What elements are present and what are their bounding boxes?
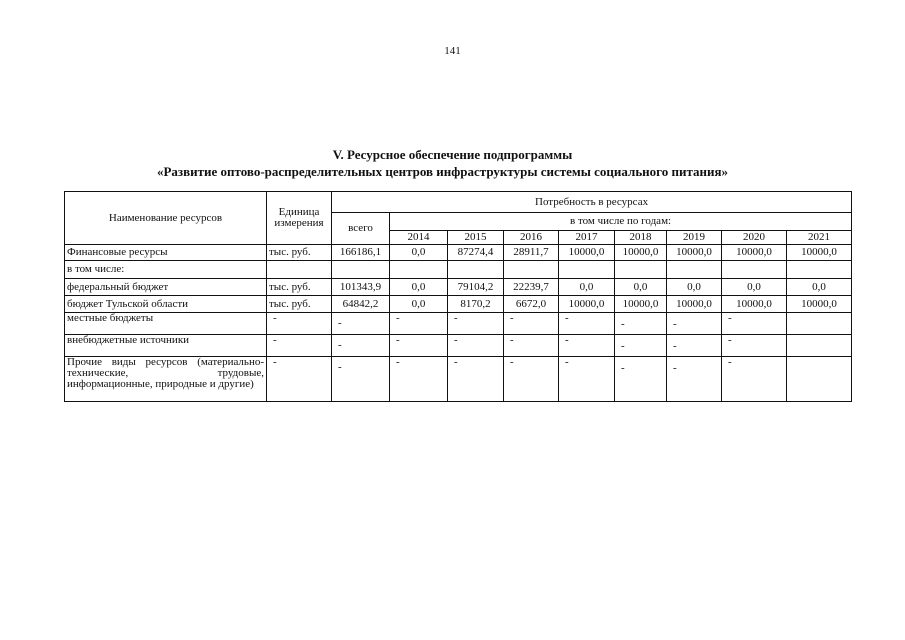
year-value-cell-2017: 0,0 xyxy=(559,279,615,296)
header-year-2017: 2017 xyxy=(559,231,615,245)
resource-name-cell: бюджет Тульской области xyxy=(65,296,267,313)
year-value-cell-2014: - xyxy=(390,335,448,357)
year-value-cell-2015: 79104,2 xyxy=(448,279,504,296)
year-value-cell-2017: - xyxy=(559,357,615,402)
table-row xyxy=(65,335,852,357)
year-value-cell-2017: - xyxy=(559,313,615,335)
year-value-cell-2019: - xyxy=(667,313,722,335)
year-value-cell-2019: 10000,0 xyxy=(667,245,722,261)
year-value-cell-2018: - xyxy=(615,357,667,402)
year-value-cell-2014: 0,0 xyxy=(390,296,448,313)
year-value-cell-2018: - xyxy=(615,335,667,357)
year-value-cell-2020: 0,0 xyxy=(722,279,787,296)
year-value-cell-2016 xyxy=(504,261,559,279)
year-value-cell-2016: 22239,7 xyxy=(504,279,559,296)
year-value-cell-2021: 0,0 xyxy=(787,279,852,296)
year-value-cell-2015: - xyxy=(448,357,504,402)
year-value-cell-2018: 10000,0 xyxy=(615,245,667,261)
year-value-cell-2015: 87274,4 xyxy=(448,245,504,261)
year-value-cell-2020: - xyxy=(722,357,787,402)
page-number: 141 xyxy=(444,45,461,57)
year-value-cell-2016: - xyxy=(504,313,559,335)
resource-name-cell: местные бюджеты xyxy=(65,313,267,335)
header-year-2019: 2019 xyxy=(667,231,722,245)
table-row xyxy=(65,261,852,279)
resource-name-cell: в том числе: xyxy=(65,261,267,279)
header-unit: Единица измерения xyxy=(267,192,332,245)
total-cell: - xyxy=(332,357,390,402)
year-value-cell-2021 xyxy=(787,357,852,402)
table-row xyxy=(65,279,852,296)
year-value-cell-2020: - xyxy=(722,335,787,357)
year-value-cell-2020: - xyxy=(722,313,787,335)
year-value-cell-2018: - xyxy=(615,313,667,335)
year-value-cell-2014: 0,0 xyxy=(390,279,448,296)
year-value-cell-2021: 10000,0 xyxy=(787,245,852,261)
header-year-2015: 2015 xyxy=(448,231,504,245)
year-value-cell-2018: 0,0 xyxy=(615,279,667,296)
table-row xyxy=(65,357,852,402)
resource-name-cell: внебюджетные источники xyxy=(65,335,267,357)
year-value-cell-2016: - xyxy=(504,357,559,402)
year-value-cell-2018 xyxy=(615,261,667,279)
year-value-cell-2017: - xyxy=(559,335,615,357)
unit-cell: - xyxy=(267,335,332,357)
year-value-cell-2016: 6672,0 xyxy=(504,296,559,313)
total-cell: 166186,1 xyxy=(332,245,390,261)
resource-name-cell: федеральный бюджет xyxy=(65,279,267,296)
total-cell: - xyxy=(332,335,390,357)
header-resource-need: Потребность в ресурсах xyxy=(332,192,852,213)
unit-cell: - xyxy=(267,357,332,402)
year-value-cell-2019: 10000,0 xyxy=(667,296,722,313)
header-year-2020: 2020 xyxy=(722,231,787,245)
year-value-cell-2014: - xyxy=(390,313,448,335)
header-year-2018: 2018 xyxy=(615,231,667,245)
header-resource-name: Наименование ресурсов xyxy=(65,192,267,245)
total-cell: 101343,9 xyxy=(332,279,390,296)
year-value-cell-2014: 0,0 xyxy=(390,245,448,261)
year-value-cell-2017 xyxy=(559,261,615,279)
year-value-cell-2015: 8170,2 xyxy=(448,296,504,313)
unit-cell: - xyxy=(267,313,332,335)
resource-name-cell: Финансовые ресурсы xyxy=(65,245,267,261)
year-value-cell-2021: 10000,0 xyxy=(787,296,852,313)
header-row-1 xyxy=(65,192,852,213)
unit-cell xyxy=(267,261,332,279)
year-value-cell-2021 xyxy=(787,335,852,357)
header-year-2016: 2016 xyxy=(504,231,559,245)
subprogram-title: «Развитие оптово-распределительных центров инфраструктуры системы социального питания» xyxy=(156,164,729,179)
table-row xyxy=(65,296,852,313)
year-value-cell-2021 xyxy=(787,313,852,335)
year-value-cell-2014 xyxy=(390,261,448,279)
year-value-cell-2017: 10000,0 xyxy=(559,245,615,261)
year-value-cell-2019: - xyxy=(667,335,722,357)
year-value-cell-2015: - xyxy=(448,335,504,357)
year-value-cell-2019: - xyxy=(667,357,722,402)
total-cell xyxy=(332,261,390,279)
year-value-cell-2018: 10000,0 xyxy=(615,296,667,313)
header-year-2014: 2014 xyxy=(390,231,448,245)
unit-cell: тыс. руб. xyxy=(267,245,332,261)
table-row xyxy=(65,313,852,335)
resource-name-cell: Прочие виды ресурсов (материально-технические, трудовые, информационные, природные и другие) xyxy=(65,357,267,402)
header-by-years: в том числе по годам: xyxy=(390,213,852,231)
year-value-cell-2017: 10000,0 xyxy=(559,296,615,313)
year-value-cell-2016: - xyxy=(504,335,559,357)
year-value-cell-2019: 0,0 xyxy=(667,279,722,296)
unit-cell: тыс. руб. xyxy=(267,296,332,313)
year-value-cell-2015: - xyxy=(448,313,504,335)
header-total: всего xyxy=(332,213,390,245)
table-row xyxy=(65,245,852,261)
total-cell: 64842,2 xyxy=(332,296,390,313)
year-value-cell-2020: 10000,0 xyxy=(722,296,787,313)
resources-table xyxy=(64,191,852,402)
unit-cell: тыс. руб. xyxy=(267,279,332,296)
year-value-cell-2015 xyxy=(448,261,504,279)
year-value-cell-2021 xyxy=(787,261,852,279)
year-value-cell-2019 xyxy=(667,261,722,279)
year-value-cell-2020 xyxy=(722,261,787,279)
header-year-2021: 2021 xyxy=(787,231,852,245)
total-cell: - xyxy=(332,313,390,335)
year-value-cell-2014: - xyxy=(390,357,448,402)
year-value-cell-2020: 10000,0 xyxy=(722,245,787,261)
section-title: V. Ресурсное обеспечение подпрограммы xyxy=(332,147,573,162)
year-value-cell-2016: 28911,7 xyxy=(504,245,559,261)
